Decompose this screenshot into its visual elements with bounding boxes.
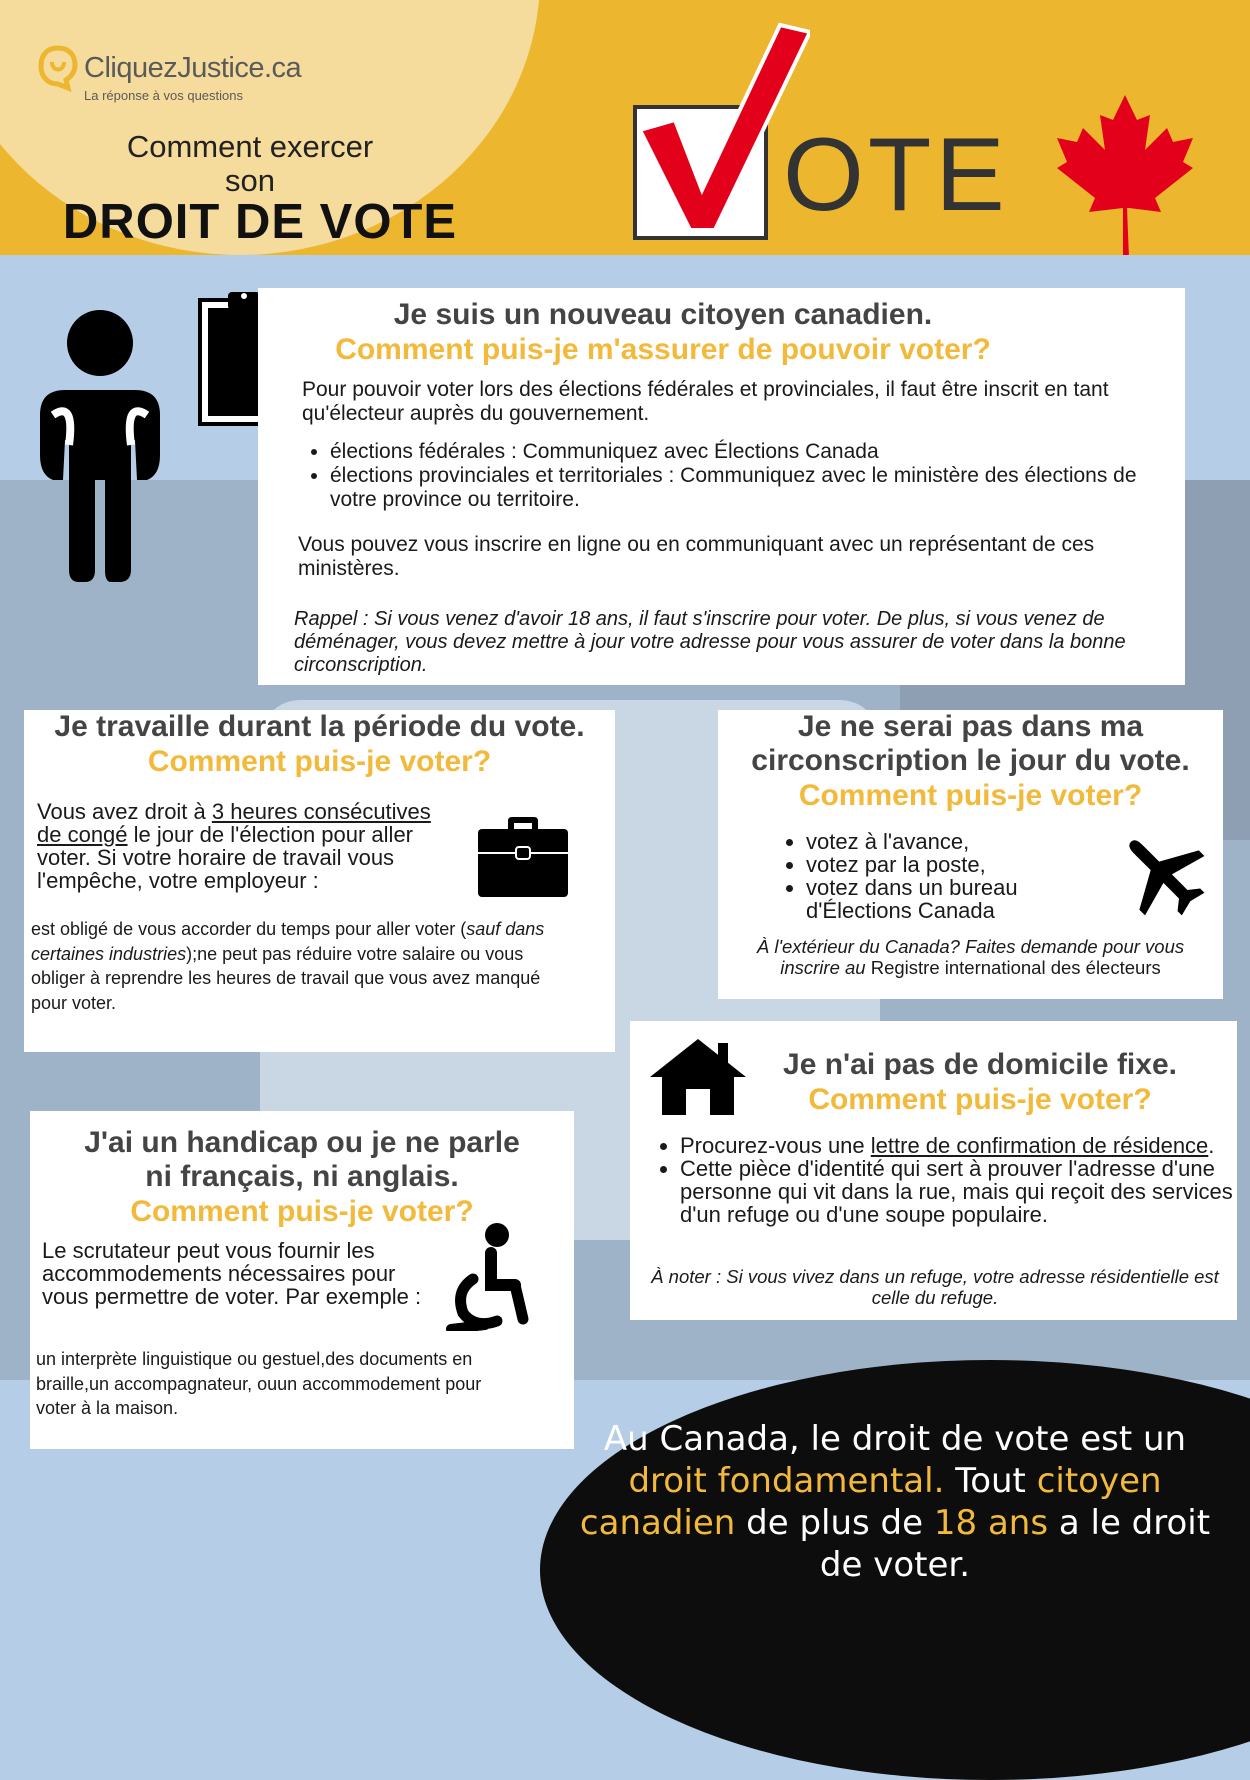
intro-text: Pour pouvoir voter lors des élections fédérales et provinciales, il faut être inscrit en tant qu'électeur auprès du gouvernement. xyxy=(302,378,1109,425)
title-line1: Comment exercer xyxy=(126,129,374,164)
question-highlight: Comment puis-je voter? xyxy=(798,779,1143,812)
work-rights-text xyxy=(37,800,457,892)
text-underlined: lettre de confirmation de résidence xyxy=(870,1133,1209,1158)
card-new-citizen xyxy=(258,288,1185,685)
home-steps xyxy=(652,1134,1235,1226)
text: est obligé de vous accorder du temps pour aller voter ( xyxy=(31,919,467,939)
text-highlight: citoyen canadien xyxy=(579,1461,1162,1543)
list-item: • votez dans un bureau d'Élections Canada xyxy=(806,876,1106,922)
footer-statement xyxy=(560,1418,1230,1586)
text: . xyxy=(1208,1133,1215,1158)
title-intro xyxy=(60,130,440,198)
question-home: Je n'ai pas de domicile fixe. xyxy=(783,1048,1177,1081)
house-icon xyxy=(648,1037,748,1117)
list-item: • votez à l'avance, xyxy=(806,830,1106,853)
card-disability xyxy=(30,1111,574,1449)
logo-icon xyxy=(38,44,78,92)
title-line2: son xyxy=(225,163,275,198)
text: Procurez-vous une xyxy=(680,1133,871,1158)
text: Vous avez droit à xyxy=(37,799,212,824)
maple-leaf-icon xyxy=(1055,90,1195,255)
person-icon xyxy=(35,305,165,585)
logo-name: CliquezJustice.ca xyxy=(84,52,302,84)
question-work: Je travaille durant la période du vote. xyxy=(54,710,585,743)
text: Au Canada, le droit de vote est un xyxy=(603,1419,1187,1459)
text: a le droit de voter. xyxy=(819,1503,1211,1585)
text: le jour de l'élection pour aller voter. Si votre horaire de travail vous l'empêche, votre employeur : xyxy=(37,822,414,893)
registration-text: Vous pouvez vous inscrire en ligne ou en communiquant avec un représentant de ces ministères. xyxy=(298,533,1095,580)
employer-obligations xyxy=(31,917,576,1015)
question-highlight: Comment puis-je voter? xyxy=(130,1195,474,1228)
header xyxy=(0,0,1250,255)
airplane-icon xyxy=(1116,827,1208,919)
card-no-fixed-address xyxy=(630,1021,1237,1320)
question-away: Je ne serai pas dans ma circonscription le jour du vote. xyxy=(751,710,1190,777)
question-new-citizen: Je suis un nouveau citoyen canadien. xyxy=(393,298,933,331)
vote-word: OTE xyxy=(783,117,1009,233)
voting-options xyxy=(778,830,1106,922)
bullet-list xyxy=(302,440,1150,512)
text-italic: sauf dans certaines industries xyxy=(31,919,545,964)
card-work xyxy=(24,710,615,1052)
text: de plus de xyxy=(735,1503,934,1543)
question-highlight: Comment puis-je voter? xyxy=(147,745,492,778)
accommodation-examples: un interprète linguistique ou gestuel,des documents en braille,un accompagnateur, ouun accommodement pour voter à la maison. xyxy=(36,1349,482,1418)
logo-tagline: La réponse à vos questions xyxy=(84,88,243,103)
text-highlight: droit fondamental. xyxy=(628,1461,945,1501)
accommodation-text: Le scrutateur peut vous fournir les accommodements nécessaires pour vous permettre de voter. Par exemple : xyxy=(42,1238,422,1309)
briefcase-icon xyxy=(476,815,570,899)
text-italic: À l'extérieur du Canada? Faites demande pour vous inscrire au xyxy=(756,936,1185,978)
wheelchair-icon xyxy=(445,1221,540,1331)
card-away xyxy=(718,710,1223,999)
list-item: • Cette pièce d'identité qui sert à prouver l'adresse d'une personne qui vit dans la rue, mais qui reçoit des services d'un refuge ou d'une soupe populaire. xyxy=(680,1157,1235,1226)
list-item: • élections provinciales et territoriales : Communiquez avec le ministère des élections de votre province ou territoire. xyxy=(330,464,1150,512)
list-item xyxy=(680,1134,1235,1157)
question-highlight: Comment puis-je voter? xyxy=(808,1083,1152,1116)
shelter-note: À noter : Si vous vivez dans un refuge, votre adresse résidentielle est celle du refuge. xyxy=(651,1266,1219,1308)
question-highlight: Comment puis-je m'assurer de pouvoir voter? xyxy=(335,333,991,366)
text-highlight: 18 ans xyxy=(933,1503,1049,1543)
list-item: • élections fédérales : Communiquez avec Élections Canada xyxy=(330,440,1150,464)
page-title: DROIT DE VOTE xyxy=(62,195,458,249)
checkmark-icon xyxy=(630,20,810,235)
list-item: • votez par la poste, xyxy=(806,853,1106,876)
text-underlined: 3 heures consécutives de congé xyxy=(37,799,431,847)
reminder-text: Rappel : Si vous venez d'avoir 18 ans, il faut s'inscrire pour voter. De plus, si vous venez de déménager, vous devez mettre à jour votre adresse pour vous assurer de voter dans la bonne circonscription. xyxy=(294,608,1126,676)
abroad-note xyxy=(728,936,1213,978)
text: );ne peut pas réduire votre salaire ou vous obliger à reprendre les heures de travail que vous avez manqué pour voter. xyxy=(31,943,541,1013)
question-disability: J'ai un handicap ou je ne parle ni français, ni anglais. xyxy=(84,1126,520,1193)
text: Registre international des électeurs xyxy=(865,957,1161,978)
text: Tout xyxy=(944,1461,1037,1501)
